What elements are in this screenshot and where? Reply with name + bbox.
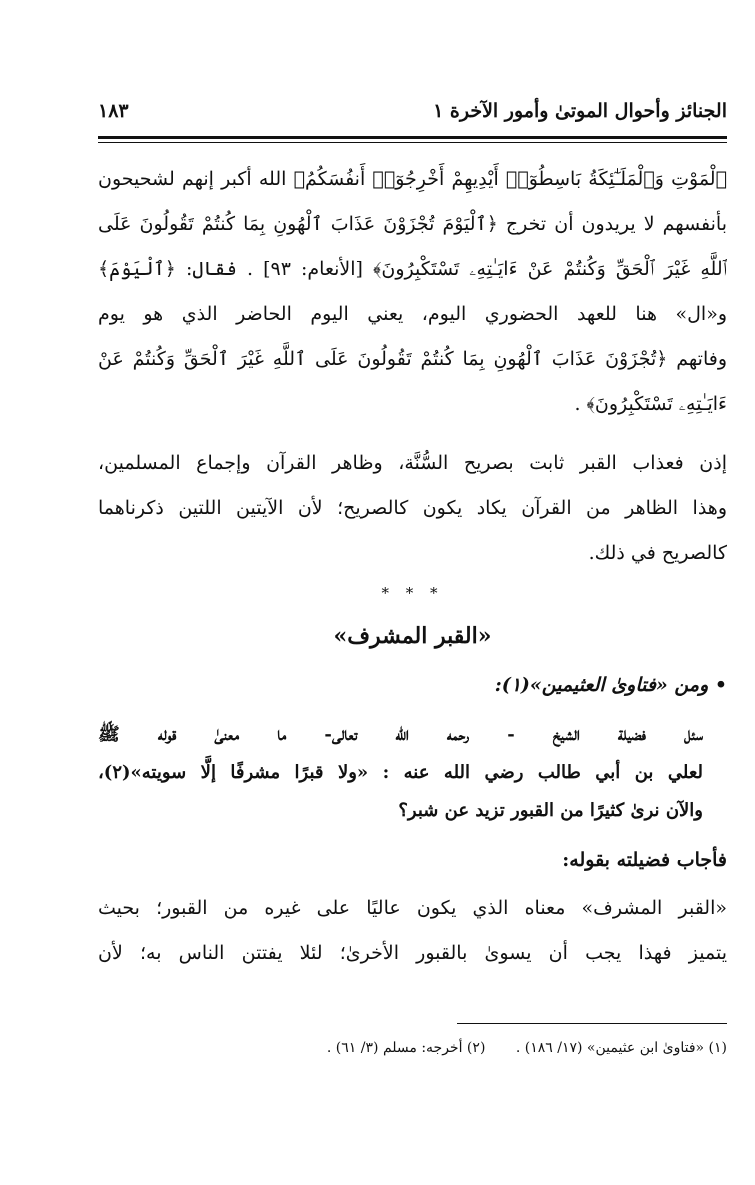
footnote-2: (٢) أخرجه: مسلم (٣/ ٦١) . bbox=[326, 1040, 486, 1056]
text-line: و«ال» هنا للعهد الحضوري اليوم، يعني اليوم الحاضر الذي هو يوم bbox=[98, 303, 727, 325]
text-line: إذن فعذاب القبر ثابت بصريح السُّنَّة، وظاهر القرآن وإجماع المسلمين، bbox=[98, 452, 727, 474]
header-rule-thin bbox=[98, 142, 727, 143]
question-line: لعلي بن أبي طالب رضي الله عنه : «ولا قبرًا مشرفًا إلَّا سويته»(٢)، bbox=[98, 762, 703, 783]
header-rule-thick bbox=[98, 136, 727, 139]
text-line: يتميز فهذا يجب أن يسوىٰ بالقبور الأخرىٰ؛ لئلا يفتتن الناس به؛ لأن bbox=[98, 942, 727, 964]
section-title: «القبر المشرف» bbox=[333, 623, 492, 649]
text-line: كالصريح في ذلك. bbox=[588, 542, 727, 564]
running-title: الجنائز وأحوال الموتىٰ وأمور الآخرة ١ bbox=[433, 100, 727, 122]
text-line: ءَايَـٰتِهِۦ تَسْتَكْبِرُونَ﴾ . bbox=[574, 393, 727, 415]
source-line: • ومن «فتاوىٰ العثيمين»(١): bbox=[494, 674, 727, 696]
paragraph-conclusion bbox=[98, 441, 727, 576]
text-line: بأنفسهم لا يريدون أن تخرج ﴿ٱلْيَوْمَ تُجْزَوْنَ عَذَابَ ٱلْهُونِ بِمَا كُنتُمْ تَقُولُونَ عَلَى bbox=[98, 213, 727, 235]
text-line: ٱلْمَوْتِ وَٱلْمَلَـٰٓئِكَةُ بَاسِطُوٓا۟ أَيْدِيهِمْ أَخْرِجُوٓا۟ أَنفُسَكُمُ﴾ الله أكبر إنهم لشحيحون bbox=[98, 168, 727, 190]
page-number: ١٨٣ bbox=[98, 100, 129, 122]
question-line: والآن نرىٰ كثيرًا من القبور تزيد عن شبر؟ bbox=[398, 800, 703, 821]
answer-intro: فأجاب فضيلته بقوله: bbox=[562, 849, 727, 871]
text-line: وهذا الظاهر من القرآن يكاد يكون كالصريح؛ لأن الآيتين اللتين ذكرناهما bbox=[98, 497, 727, 519]
question-line: سئل فضيلة الشيخ - رحمه الله تعالى- ما معنىٰ قوله ﷺ bbox=[98, 724, 703, 745]
footnote-1: (١) «فتاوىٰ ابن عثيمين» (١٧/ ١٨٦) . bbox=[515, 1040, 727, 1056]
paragraph-quran-commentary bbox=[98, 157, 727, 427]
page-body bbox=[98, 157, 727, 976]
section-separator: * * * bbox=[381, 584, 444, 602]
footnotes bbox=[98, 1036, 727, 1060]
question-block bbox=[98, 716, 727, 830]
paragraph-answer bbox=[98, 886, 727, 976]
page-header bbox=[98, 96, 727, 136]
footnote-rule bbox=[457, 1023, 727, 1024]
book-page bbox=[98, 96, 727, 976]
text-line: وفاتهم ﴿تُجْزَوْنَ عَذَابَ ٱلْهُونِ بِمَا كُنتُمْ تَقُولُونَ عَلَى ٱللَّهِ غَيْرَ ٱلْحَقِّ وَكُنتُمْ عَنْ bbox=[98, 348, 727, 370]
text-line: ٱللَّهِ غَيْرَ ٱلْحَقِّ وَكُنتُمْ عَنْ ءَايَـٰتِهِۦ تَسْتَكْبِرُونَ﴾ [الأنعام: ٩٣] . فقال: ﴿ٱلْيَوْمَ﴾ bbox=[98, 258, 727, 280]
text-line: «القبر المشرف» معناه الذي يكون عاليًا على غيره من القبور؛ بحيث bbox=[98, 897, 727, 919]
